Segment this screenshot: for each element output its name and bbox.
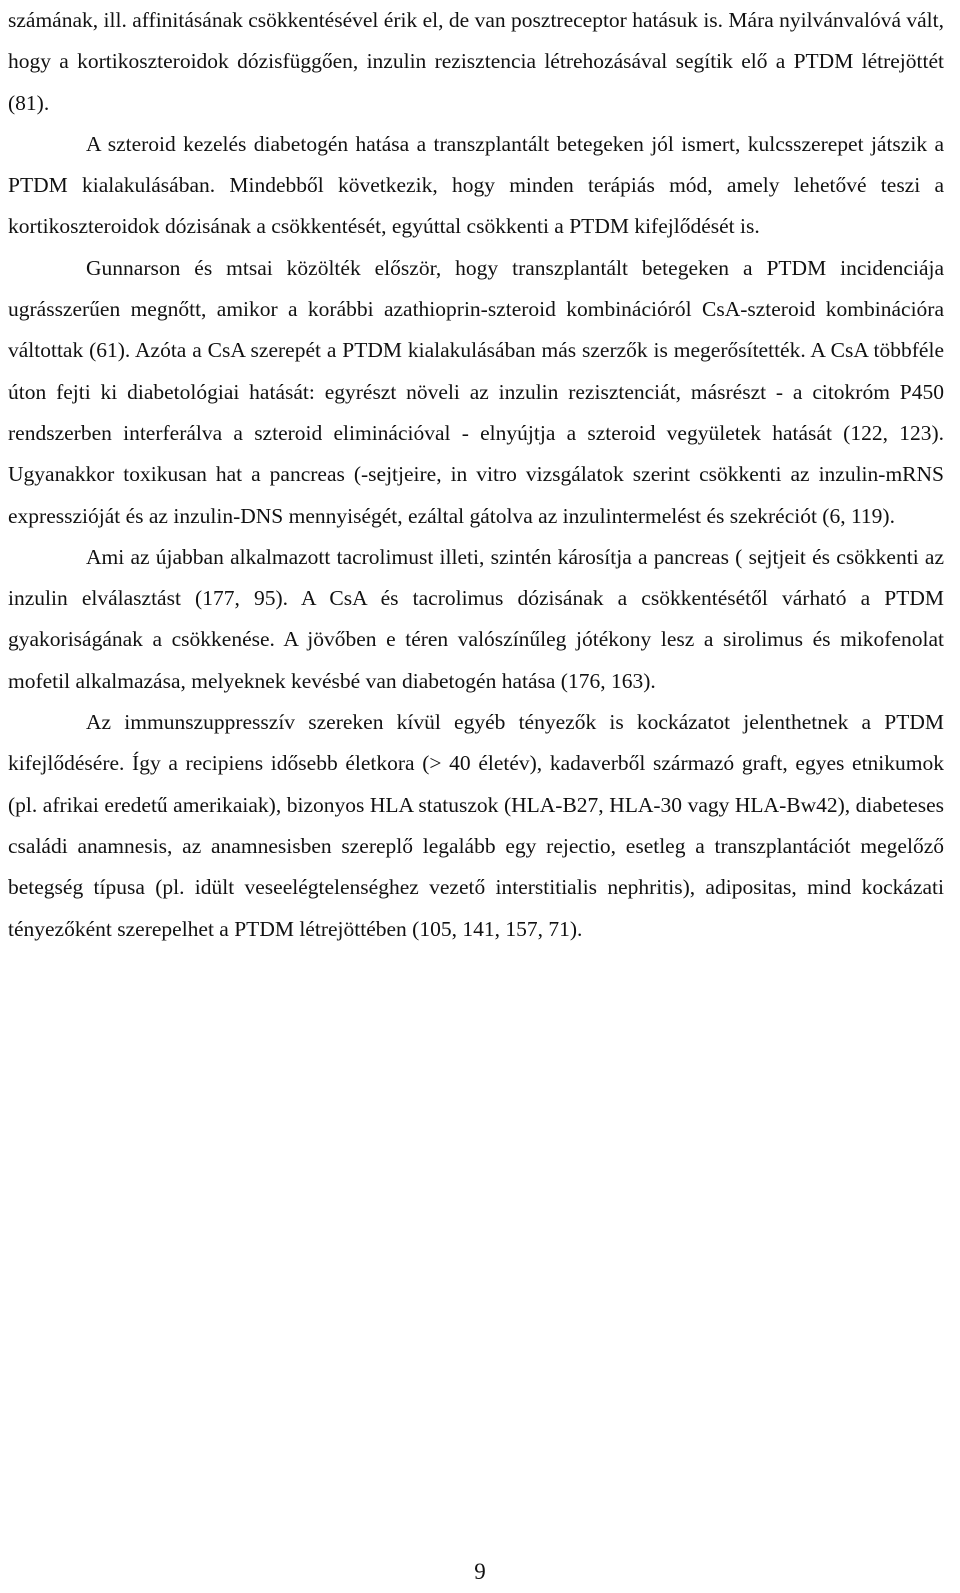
paragraph-gunnarson: Gunnarson és mtsai közölték először, hogy transzplantált betegeken a PTDM incidenciája ugrásszerűen megnőtt, amikor a korábbi azathioprin-szteroid kombinációról CsA-szteroid kombinációra váltottak (61). Azóta a CsA szerepét a PTDM kialakulásában más szerzők is megerősítették. A CsA többféle úton fejti ki diabetológiai hatását: egyrészt növeli az inzulin rezisztenciát, másrészt - a citokróm P450 rendszerben interferálva a szteroid eliminációval - elnyújtja a szteroid vegyületek hatását (122, 123). Ugyanakkor toxikusan hat a pancreas (-sejtjeire, in vitro vizsgálatok szerint csökkenti az inzulin-mRNS expresszióját és az inzulin-DNS mennyiségét, ezáltal gátolva az inzulintermelést és szekréciót (6, 119). <box>8 255 944 528</box>
paragraph-continued: számának, ill. affinitásának csökkentésével érik el, de van posztreceptor hatásuk is. Mára nyilvánvalóvá vált, hogy a kortikoszteroidok dózisfüggően, inzulin rezisztencia létrehozásával segítik elő a PTDM létrejöttét (81). <box>8 8 944 115</box>
paragraph-steroid-effect: A szteroid kezelés diabetogén hatása a transzplantált betegeken jól ismert, kulcsszerepet játszik a PTDM kialakulásában. Mindebből következik, hogy minden terápiás mód, amely lehetővé teszi a kortikoszteroidok dózisának a csökkentését, egyúttal csökkenti a PTDM kifejlődését is. <box>8 131 944 239</box>
document-page <box>8 0 944 950</box>
paragraph-risk-factors: Az immunszuppresszív szereken kívül egyéb tényezők is kockázatot jelenthetnek a PTDM kifejlődésére. Így a recipiens idősebb életkora (> 40 életév), kadaverből származó graft, egyes etnikumok (pl. afrikai eredetű amerikaiak), bizonyos HLA statuszok (HLA-B27, HLA-30 vagy HLA-Bw42), diabeteses családi anamnesis, az anamnesisben szereplő legalább egy rejectio, esetleg a transzplantációt megelőző betegség típusa (pl. idült veseelégtelenséghez vezető interstitialis nephritis), adipositas, mind kockázati tényezőként szerepelhet a PTDM létrejöttében (105, 141, 157, 71). <box>8 710 944 941</box>
paragraph-tacrolimus: Ami az újabban alkalmazott tacrolimust illeti, szintén károsítja a pancreas ( sejtjeit és csökkenti az inzulin elválasztást (177, 95). A CsA és tacrolimus dózisának a csökkentésétől várható a PTDM gyakoriságának a csökkenése. A jövőben e téren valószínűleg jótékony lesz a sirolimus és mikofenolat mofetil alkalmazása, melyeknek kevésbé van diabetogén hatása (176, 163). <box>8 544 944 693</box>
page-number: 9 <box>474 1559 486 1584</box>
